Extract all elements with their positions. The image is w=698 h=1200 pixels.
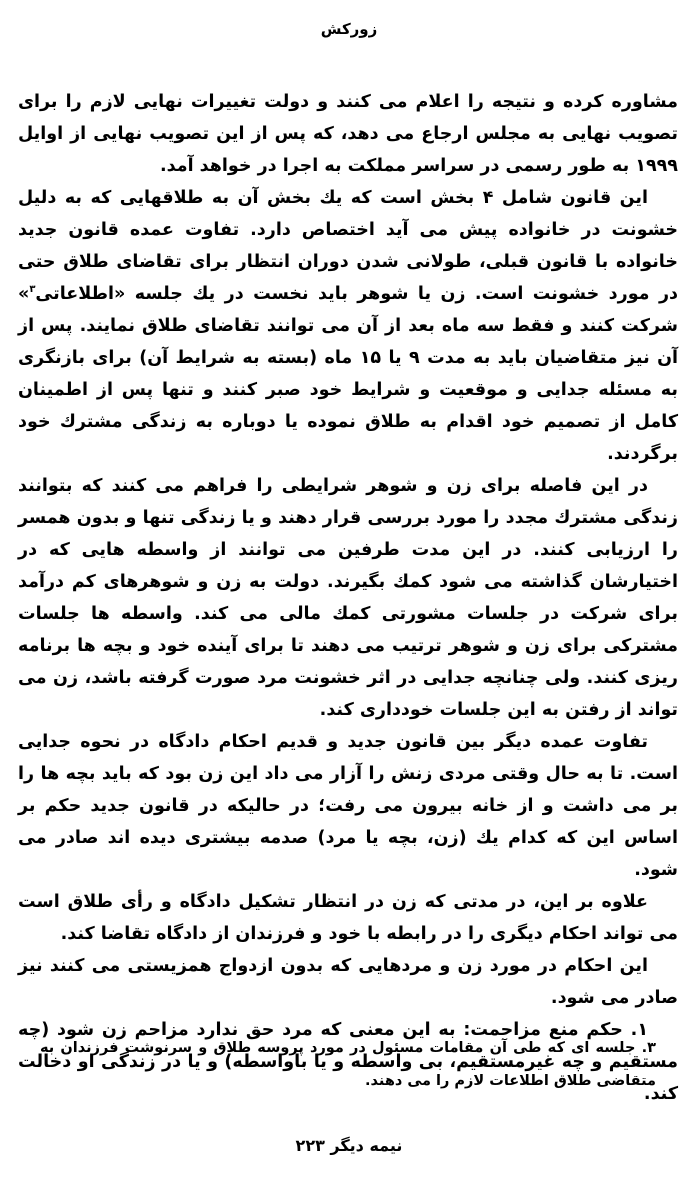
paragraph-segment: ۱. حكم منع مزاحمت: bbox=[463, 1020, 648, 1040]
paragraph-segment: اين قانون شامل ۴ بخش است كه يك بخش آن به طلاقهايى كه به دليل خشونت در خانواده پيش مى آيد اختصاص دارد. تفاوت عمده قانون جديد خانواده با قانون قبلى، طولانى شدن دوران انتظار براى تقاضاى طلاق حتى در مورد خشونت است. زن يا شوهر بايد نخست در يك جلسه «اطلاعاتى bbox=[18, 188, 678, 304]
paragraph bbox=[18, 86, 678, 182]
running-header: زوركش bbox=[320, 20, 378, 38]
paragraph-segment: اين احكام در مورد زن و مردهايى كه بدون ازدواج همزيستى مى كنند نيز صادر مى شود. bbox=[18, 956, 678, 1008]
paragraph bbox=[18, 726, 678, 886]
paragraph bbox=[18, 886, 678, 950]
footnote bbox=[40, 1032, 656, 1098]
paragraph-segment: علاوه بر اين، در مدتى كه زن در انتظار تشكيل دادگاه و رأى طلاق است مى تواند احكام ديگرى را در رابطه با خود و فرزندان از دادگاه تقاضا كند. bbox=[18, 892, 678, 944]
footnote-reference: ۳ bbox=[29, 284, 36, 296]
paragraph-segment: تفاوت عمده ديگر بين قانون جديد و قديم احكام دادگاه در نحوه جدايى است. تا به حال وقتى مردى زنش را آزار مى داد اين زن بود كه بايد بچه ها را بر مى داشت و از خانه بيرون مى رفت؛ در حاليكه در قانون جديد حكم بر اساس اين كه كدام يك (زن، بچه يا مرد) صدمه بيشترى ديده اند صادر مى شود. bbox=[18, 732, 678, 880]
paragraph bbox=[18, 950, 678, 1014]
body-text bbox=[18, 86, 678, 1110]
page-footer: نيمه ديگر ۲۲۳ bbox=[295, 1136, 403, 1155]
paragraph-segment: در اين فاصله براى زن و شوهر شرايطى را فراهم مى كنند كه بتوانند زندگى مشترك مجدد را مورد بررسى قرار دهند و يا زندگى تنها و بدون همسر را ارزيابى كنند. در اين مدت طرفين مى توانند از واسطه هايى كه در اختيارشان گذاشته مى شود كمك بگيرند. دولت به زن و شوهرهاى كم درآمد براى شركت در جلسات مشورتى كمك مالى مى كند. واسطه ها جلسات مشتركى براى زن و شوهر ترتيب مى دهند تا براى آينده خود و بچه ها برنامه ريزى كنند. ولى چنانچه جدايى در اثر خشونت مرد صورت گرفته باشد، زن مى تواند از رفتن به اين جلسات خوددارى كند. bbox=[18, 476, 678, 720]
paragraph bbox=[18, 470, 678, 726]
paragraph-segment: به اين معنى كه مرد حق ندارد مزاحم زن شود (چه مستقيم و چه غيرمستقيم، بى واسطه و يا باواسطه) و يا در زندگى او دخالت كند. bbox=[18, 1020, 678, 1104]
paragraph bbox=[18, 182, 678, 470]
paragraph-segment: » شركت كنند و فقط سه ماه بعد از آن مى توانند تقاضاى طلاق نمايند. پس از آن نيز متقاضيان بايد به مدت ۹ يا ۱۵ ماه (بسته به شرايط آن) براى بازنگرى به مسئله جدايى و موقعيت و شرايط خود صبر كنند و تنها پس از اطمينان كامل از تصميم خود اقدام به طلاق نموده يا دوباره به زندگى مشترك خود برگردند. bbox=[18, 284, 678, 464]
footnote-text: ۳. جلسه اى كه طى آن مقامات مسئول در مورد پروسه طلاق و سرنوشت فرزندان به متقاضى طلاق اطلاعات لازم را مى دهند. bbox=[40, 1040, 656, 1089]
paragraph-segment: مشاوره كرده و نتيجه را اعلام مى كنند و دولت تغييرات نهايى لازم را براى تصويب نهايى به مجلس ارجاع مى دهد، كه پس از اين تصويب نهايى از اوايل ۱۹۹۹ به طور رسمى در سراسر مملكت به اجرا در خواهد آمد. bbox=[18, 92, 678, 176]
